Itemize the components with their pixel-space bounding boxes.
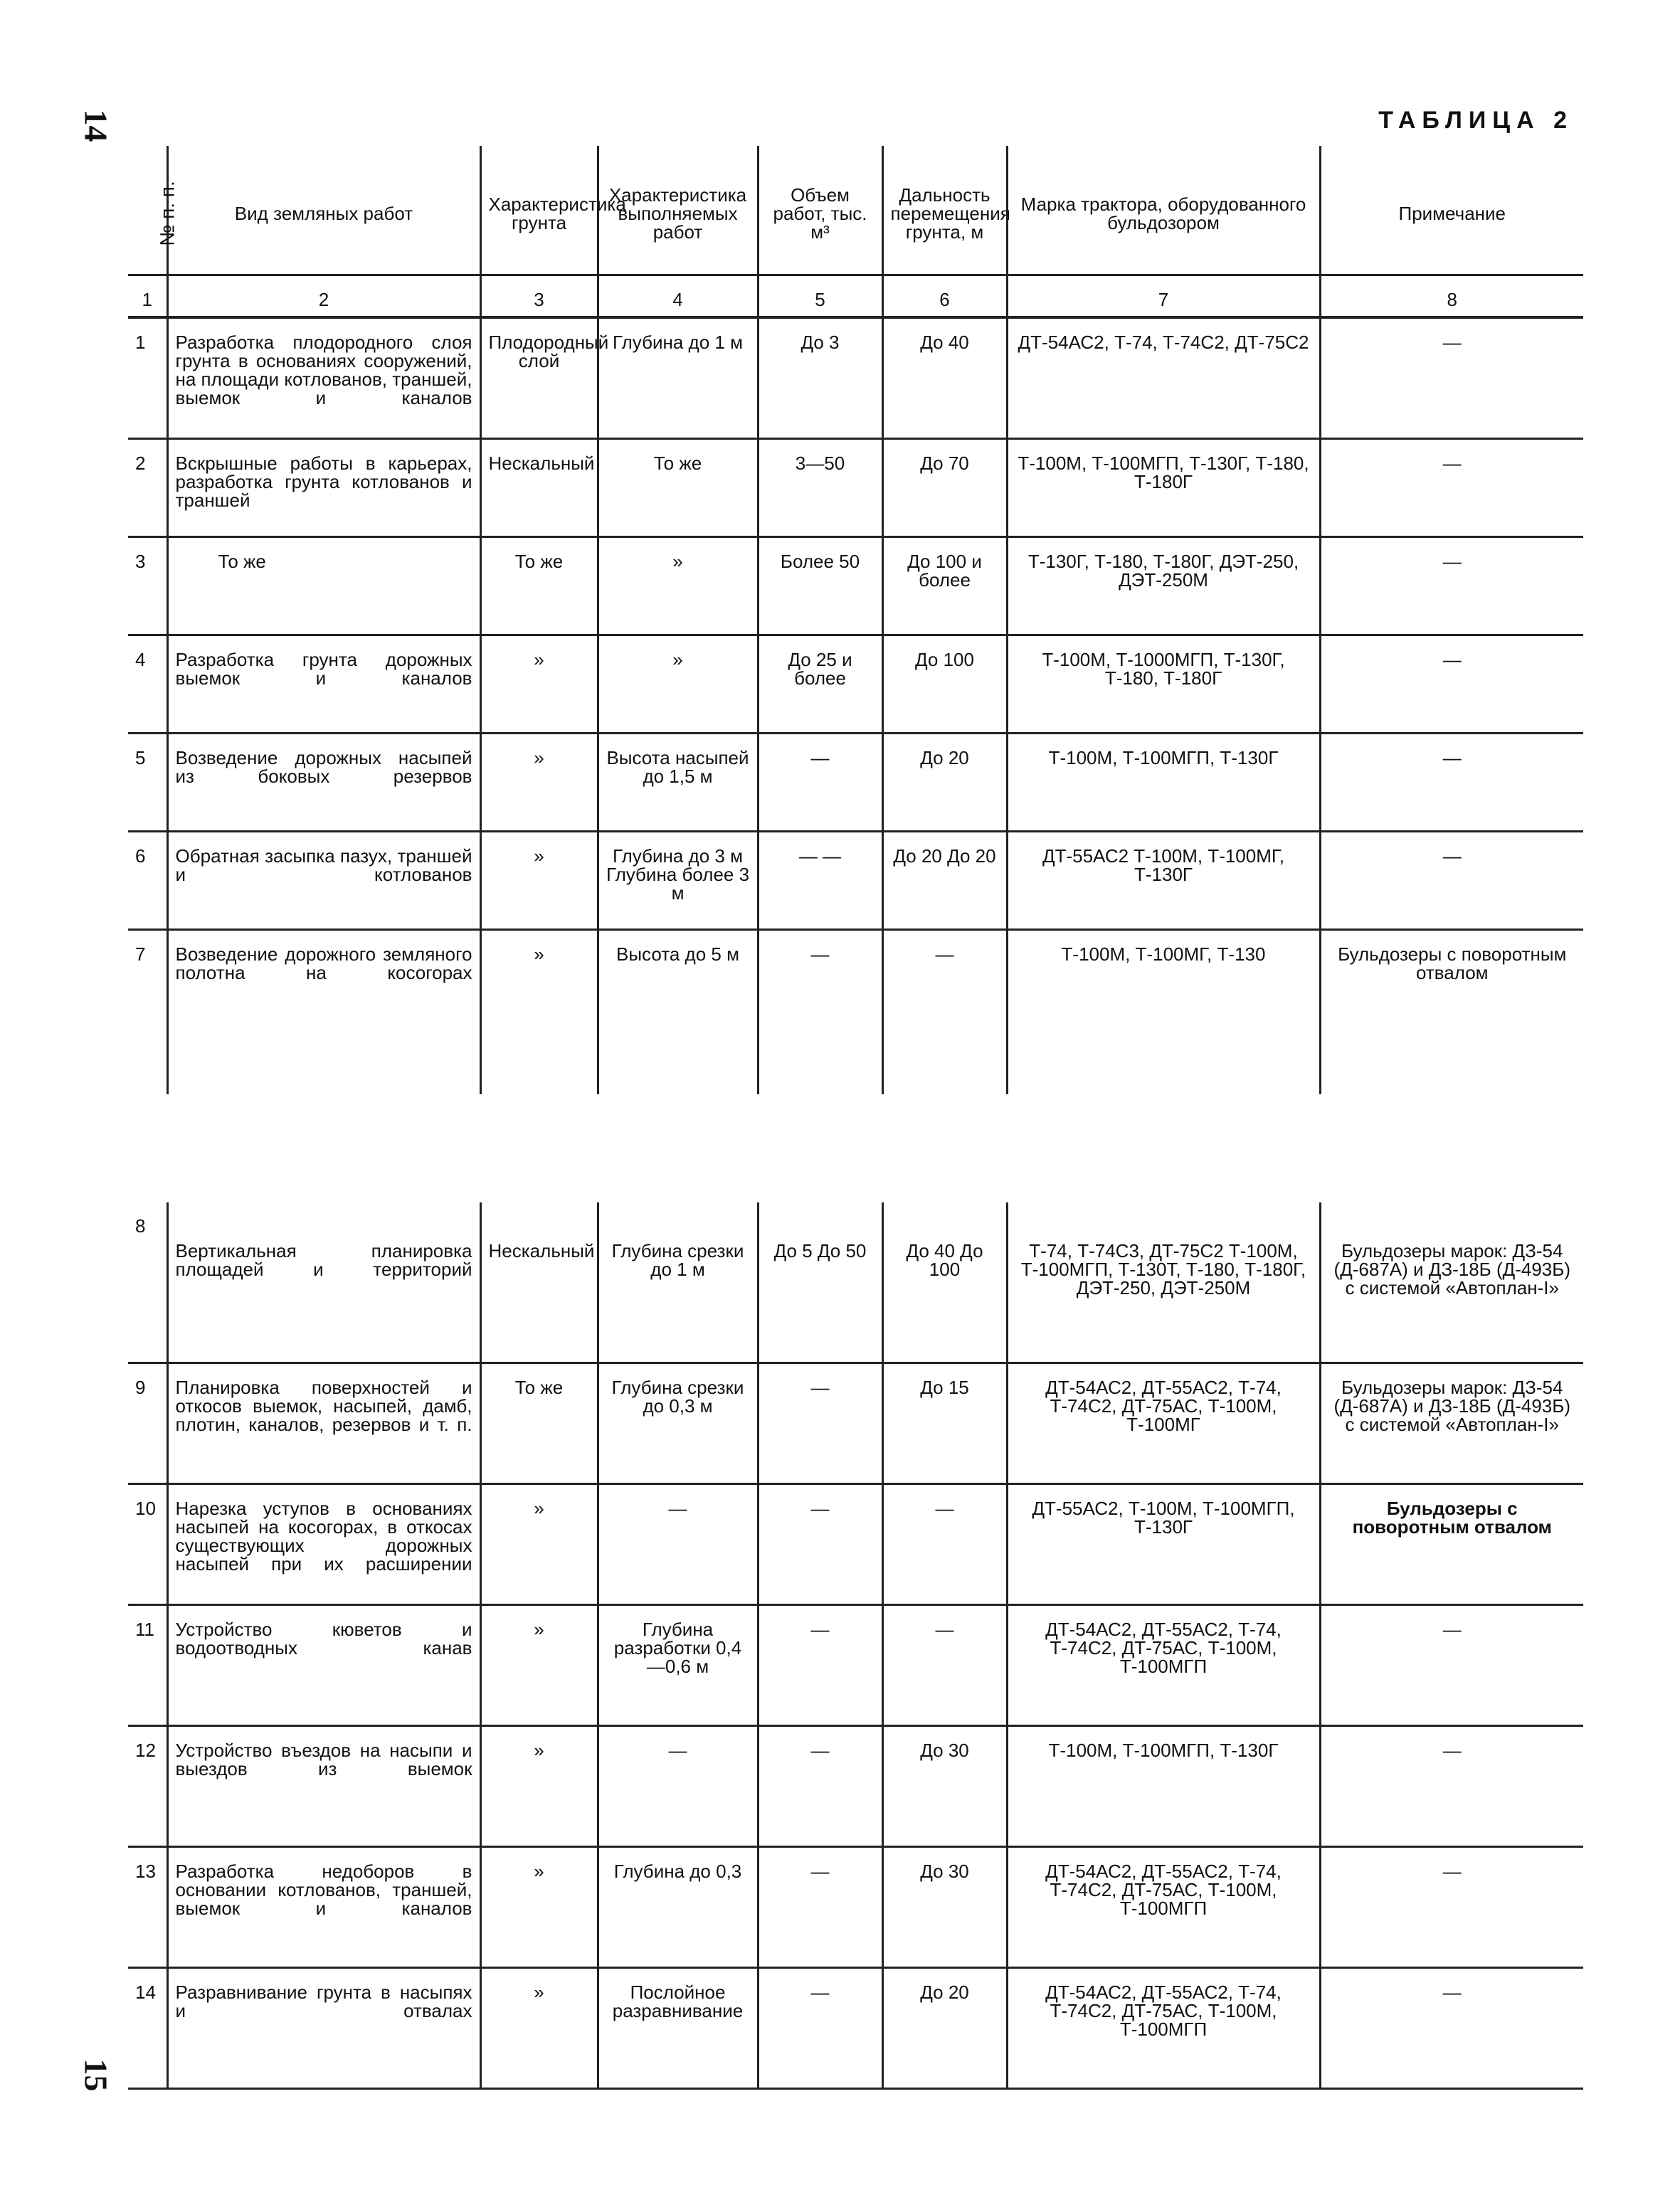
work-type: Нарезка уступов в основаниях насыпей на косогорах, в откосах существующих дорожных насыпей при их расширении xyxy=(167,1483,480,1604)
soil-characteristic: » xyxy=(480,831,598,929)
work-type: Разработка плодородного слоя грунта в основаниях сооружений, на площади котлованов, траншей, выемок и каналов xyxy=(167,317,480,438)
table-caption: ТАБЛИЦА 2 xyxy=(1378,107,1573,134)
volume: — xyxy=(758,1604,882,1725)
table-row xyxy=(128,1604,1583,1725)
tractor-model: ДТ-54АС2, ДТ-55АС2, Т-74, Т-74С2, ДТ-75АС, Т-100М, Т-100МГ xyxy=(1007,1363,1320,1483)
row-number: 2 xyxy=(128,438,167,536)
work-type: Вертикальная планировка площадей и территорий xyxy=(167,1202,480,1363)
tractor-model: ДТ-55АС2 Т-100М, Т-100МГ, Т-130Г xyxy=(1007,831,1320,929)
column-number: 7 xyxy=(1007,275,1320,318)
soil-characteristic: » xyxy=(480,1967,598,2088)
note: — xyxy=(1320,1846,1583,1967)
volume: — — xyxy=(758,831,882,929)
volume: До 3 xyxy=(758,317,882,438)
volume: — xyxy=(758,1363,882,1483)
soil-characteristic: » xyxy=(480,929,598,1094)
row-number: 12 xyxy=(128,1725,167,1846)
earthworks-table-bottom xyxy=(128,1202,1583,2090)
tractor-model: Т-100М, Т-100МГ, Т-130 xyxy=(1007,929,1320,1094)
note: — xyxy=(1320,1604,1583,1725)
tractor-model: Т-74, Т-74С3, ДТ-75С2 Т-100М, Т-100МГП, Т-130Т, Т-180, Т-180Г, ДЭТ-250, ДЭТ-250М xyxy=(1007,1202,1320,1363)
works-characteristic: Глубина до 0,3 xyxy=(598,1846,758,1967)
soil-characteristic: Нескальный xyxy=(480,1202,598,1363)
volume: — xyxy=(758,1483,882,1604)
distance: До 40 До 100 xyxy=(882,1202,1007,1363)
row-number: 1 xyxy=(128,317,167,438)
table-row xyxy=(128,1725,1583,1846)
row-number: 5 xyxy=(128,733,167,831)
header-tractor: Марка трактора, оборудованного бульдозором xyxy=(1007,146,1320,275)
distance: До 20 xyxy=(882,733,1007,831)
note: — xyxy=(1320,635,1583,733)
earthworks-table-top xyxy=(128,146,1583,1094)
works-characteristic: Глубина разработки 0,4—0,6 м xyxy=(598,1604,758,1725)
row-number: 9 xyxy=(128,1363,167,1483)
tractor-model: Т-100М, Т-1000МГП, Т-130Г, Т-180, Т-180Г xyxy=(1007,635,1320,733)
header-note: Примечание xyxy=(1320,146,1583,275)
distance: До 30 xyxy=(882,1846,1007,1967)
tractor-model: ДТ-54АС2, ДТ-55АС2, Т-74, Т-74С2, ДТ-75АС, Т-100М, Т-100МГП xyxy=(1007,1967,1320,2088)
column-number: 3 xyxy=(480,275,598,318)
row-number: 4 xyxy=(128,635,167,733)
distance: До 20 xyxy=(882,1967,1007,2088)
header-row xyxy=(128,146,1583,275)
tractor-model: ДТ-54АС2, ДТ-55АС2, Т-74, Т-74С2, ДТ-75АС, Т-100М, Т-100МГП xyxy=(1007,1604,1320,1725)
works-characteristic: — xyxy=(598,1483,758,1604)
note: — xyxy=(1320,1725,1583,1846)
row-number: 6 xyxy=(128,831,167,929)
distance: До 40 xyxy=(882,317,1007,438)
note: — xyxy=(1320,438,1583,536)
soil-characteristic: » xyxy=(480,1604,598,1725)
table-row xyxy=(128,317,1583,438)
page-number-bottom: 15 xyxy=(78,2058,115,2092)
tractor-model: Т-100М, Т-100МГП, Т-130Г xyxy=(1007,733,1320,831)
row-number: 8 xyxy=(128,1202,167,1363)
work-type: Планировка поверхностей и откосов выемок, насыпей, дамб, плотин, каналов, резервов и т. п. xyxy=(167,1363,480,1483)
table-row xyxy=(128,1846,1583,1967)
distance: До 15 xyxy=(882,1363,1007,1483)
tractor-model: ДТ-54АС2, Т-74, Т-74С2, ДТ-75С2 xyxy=(1007,317,1320,438)
distance: До 30 xyxy=(882,1725,1007,1846)
table-row xyxy=(128,1967,1583,2088)
header-col-number: № п. п. xyxy=(128,146,167,275)
header-volume: Объем работ, тыс. м³ xyxy=(758,146,882,275)
note: Бульдозеры с поворотным отвалом xyxy=(1320,929,1583,1094)
column-number: 2 xyxy=(167,275,480,318)
distance: — xyxy=(882,1604,1007,1725)
table-row xyxy=(128,733,1583,831)
works-characteristic: » xyxy=(598,536,758,635)
volume: — xyxy=(758,1846,882,1967)
header-soil: Характеристика грунта xyxy=(480,146,598,275)
row-number: 7 xyxy=(128,929,167,1094)
tractor-model: ДТ-55АС2, Т-100М, Т-100МГП, Т-130Г xyxy=(1007,1483,1320,1604)
work-type: То же xyxy=(167,536,480,635)
distance: — xyxy=(882,1483,1007,1604)
row-number: 10 xyxy=(128,1483,167,1604)
distance: До 70 xyxy=(882,438,1007,536)
work-type: Устройство въездов на насыпи и выездов из выемок xyxy=(167,1725,480,1846)
note: — xyxy=(1320,733,1583,831)
column-number: 5 xyxy=(758,275,882,318)
soil-characteristic: » xyxy=(480,635,598,733)
works-characteristic: Глубина срезки до 1 м xyxy=(598,1202,758,1363)
works-characteristic: » xyxy=(598,635,758,733)
work-type: Разравнивание грунта в насыпях и отвалах xyxy=(167,1967,480,2088)
works-characteristic: Глубина срезки до 0,3 м xyxy=(598,1363,758,1483)
note: — xyxy=(1320,831,1583,929)
work-type: Возведение дорожных насыпей из боковых резервов xyxy=(167,733,480,831)
volume: До 5 До 50 xyxy=(758,1202,882,1363)
volume: — xyxy=(758,929,882,1094)
page-number-top: 14 xyxy=(78,109,115,142)
works-characteristic: То же xyxy=(598,438,758,536)
works-characteristic: Высота насыпей до 1,5 м xyxy=(598,733,758,831)
work-type: Обратная засыпка пазух, траншей и котлованов xyxy=(167,831,480,929)
row-number: 3 xyxy=(128,536,167,635)
note: Бульдозеры с поворотным отвалом xyxy=(1320,1483,1583,1604)
tractor-model: Т-100М, Т-100МГП, Т-130Г xyxy=(1007,1725,1320,1846)
table-row xyxy=(128,929,1583,1094)
note: — xyxy=(1320,317,1583,438)
distance: До 20 До 20 xyxy=(882,831,1007,929)
volume: Более 50 xyxy=(758,536,882,635)
header-distance: Дальность перемещения грунта, м xyxy=(882,146,1007,275)
volume: — xyxy=(758,733,882,831)
row-number: 14 xyxy=(128,1967,167,2088)
soil-characteristic: » xyxy=(480,1725,598,1846)
soil-characteristic: » xyxy=(480,1846,598,1967)
works-characteristic: — xyxy=(598,1725,758,1846)
table-row xyxy=(128,1363,1583,1483)
volume: До 25 и более xyxy=(758,635,882,733)
soil-characteristic: То же xyxy=(480,1363,598,1483)
note: Бульдозеры марок: ДЗ-54 (Д-687А) и ДЗ-18Б (Д-493Б) с системой «Автоплан-I» xyxy=(1320,1202,1583,1363)
table-row xyxy=(128,1483,1583,1604)
work-type: Устройство кюветов и водоотводных канав xyxy=(167,1604,480,1725)
column-number-row xyxy=(128,275,1583,318)
tractor-model: ДТ-54АС2, ДТ-55АС2, Т-74, Т-74С2, ДТ-75АС, Т-100М, Т-100МГП xyxy=(1007,1846,1320,1967)
column-number: 6 xyxy=(882,275,1007,318)
row-number: 11 xyxy=(128,1604,167,1725)
tractor-model: Т-100М, Т-100МГП, Т-130Г, Т-180, Т-180Г xyxy=(1007,438,1320,536)
work-type: Разработка грунта дорожных выемок и каналов xyxy=(167,635,480,733)
works-characteristic: Глубина до 3 м Глубина более 3 м xyxy=(598,831,758,929)
distance: До 100 и более xyxy=(882,536,1007,635)
row-number: 13 xyxy=(128,1846,167,1967)
works-characteristic: Высота до 5 м xyxy=(598,929,758,1094)
soil-characteristic: Нескальный xyxy=(480,438,598,536)
work-type: Разработка недоборов в основании котлованов, траншей, выемок и каналов xyxy=(167,1846,480,1967)
soil-characteristic: Плодородный слой xyxy=(480,317,598,438)
volume: 3—50 xyxy=(758,438,882,536)
distance: До 100 xyxy=(882,635,1007,733)
column-number: 4 xyxy=(598,275,758,318)
note: — xyxy=(1320,1967,1583,2088)
note: Бульдозеры марок: ДЗ-54 (Д-687А) и ДЗ-18Б (Д-493Б) с системой «Автоплан-I» xyxy=(1320,1363,1583,1483)
column-number: 1 xyxy=(128,275,167,318)
works-characteristic: Послойное разравнивание xyxy=(598,1967,758,2088)
table-row xyxy=(128,536,1583,635)
work-type: Возведение дорожного земляного полотна на косогорах xyxy=(167,929,480,1094)
works-characteristic: Глубина до 1 м xyxy=(598,317,758,438)
header-work-type: Вид земляных работ xyxy=(167,146,480,275)
column-number: 8 xyxy=(1320,275,1583,318)
soil-characteristic: То же xyxy=(480,536,598,635)
header-works-char: Характеристика выполняемых работ xyxy=(598,146,758,275)
volume: — xyxy=(758,1967,882,2088)
table-row xyxy=(128,438,1583,536)
table-row xyxy=(128,635,1583,733)
note: — xyxy=(1320,536,1583,635)
tractor-model: Т-130Г, Т-180, Т-180Г, ДЭТ-250, ДЭТ-250М xyxy=(1007,536,1320,635)
distance: — xyxy=(882,929,1007,1094)
soil-characteristic: » xyxy=(480,1483,598,1604)
table-row xyxy=(128,831,1583,929)
volume: — xyxy=(758,1725,882,1846)
table-row xyxy=(128,1202,1583,1363)
work-type: Вскрышные работы в карьерах, разработка грунта котлованов и траншей xyxy=(167,438,480,536)
soil-characteristic: » xyxy=(480,733,598,831)
